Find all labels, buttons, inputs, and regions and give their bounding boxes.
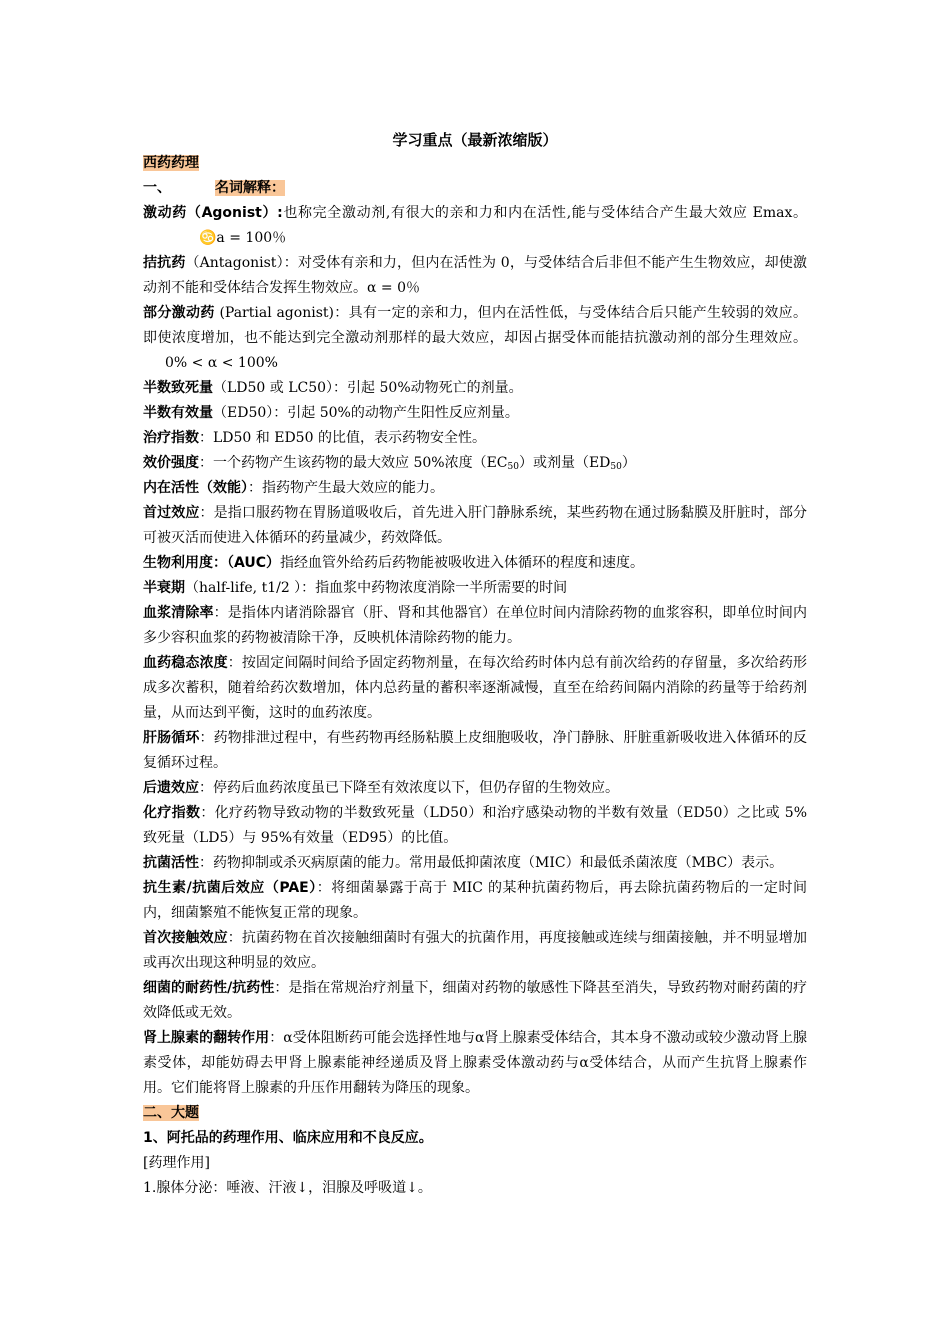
question-item: 1.腺体分泌：唾液、汗液↓，泪腺及呼吸道↓。 [143, 1180, 432, 1196]
definition-partial-agonist: 部分激动药 (Partial agonist)：具有一定的亲和力，但内在活性低，与受体结合后只能产生较弱的效应。即使浓度增加，也不能达到完全激动剂那样的最大效应，却因占据受体而能拮抗激动剂的部分生理效应。0% < α < 100% [143, 305, 807, 371]
section-heading-2: 二、大题 [143, 1105, 199, 1121]
definition-intrinsic-activity: 内在活性（效能）：指药物产生最大效应的能力。 [143, 480, 444, 496]
question-subheading: [药理作用] [143, 1155, 210, 1171]
definition-potency: 效价强度：一个药物产生该药物的最大效应 50%浓度$(EC_{50})$或剂量$(ED_{50})$ [143, 455, 636, 472]
definition-therapeutic-index: 治疗指数：LD50 和 ED50 的比值，表示药物安全性。 [143, 430, 486, 446]
definition-half-life: 半衰期（half-life, t1/2 ）：指血浆中药物浓度消除一半所需要的时间 [143, 580, 568, 596]
definition-epinephrine-reversal: 肾上腺素的翻转作用：α受体阻断药可能会选择性地与α肾上腺素受体结合，其本身不激动或较少激动肾上腺素受体，却能妨碍去甲肾上腺素能神经递质及肾上腺素受体激动药与α受体结合，从而产生抗肾上腺素作用。它们能将肾上腺素的升压作用翻转为降压的现象。 [143, 1030, 808, 1096]
definition-ed50: 半数有效量（ED50）：引起 50%的动物产生阳性反应剂量。 [143, 405, 519, 421]
definition-resistance: 细菌的耐药性/抗药性：是指在常规治疗剂量下，细菌对药物的敏感性下降甚至消失，导致药物对耐药菌的疗效降低或无效。 [143, 980, 807, 1021]
definition-first-pass: 首过效应：是指口服药物在胃肠道吸收后，首先进入肝门静脉系统，某些药物在通过肠黏膜及肝脏时，部分可被灭活而使进入体循环的药量减少，药效降低。 [143, 505, 808, 546]
definition-residual-effect: 后遗效应：停药后血药浓度虽已下降至有效浓度以下，但仍存留的生物效应。 [143, 780, 619, 796]
definition-steady-state: 血药稳态浓度：按固定间隔时间给予固定药物剂量，在每次给药时体内总有前次给药的存留量，多次给药形成多次蓄积，随着给药次数增加，体内总药量的蓄积率逐渐减慢，直至在给药间隔内消除的药量等于给药剂量，从而达到平衡，这时的血药浓度。 [143, 655, 808, 721]
definition-bioavailability: 生物利用度：（AUC）指经血管外给药后药物能被吸收进入体循环的程度和速度。 [143, 555, 645, 571]
definition-pae: 抗生素/抗菌后效应（PAE）：将细菌暴露于高于 MIC 的某种抗菌药物后，再去除抗菌药物后的一定时间内，细菌繁殖不能恢复正常的现象。 [143, 880, 807, 921]
section-heading: 西药药理 [143, 155, 199, 171]
definition-chemo-index: 化疗指数：化疗药物导致动物的半数致死量（LD50）和治疗感染动物的半数有效量（ED50）之比或 5%致死量（LD5）与 95%有效量（ED95）的比值。 [143, 805, 807, 846]
definition-first-exposure: 首次接触效应：抗菌药物在首次接触细菌时有强大的抗菌作用，再度接触或连续与细菌接触，并不明显增加或再次出现这种明显的效应。 [143, 930, 808, 971]
definition-antibacterial-activity: 抗菌活性：药物抑制或杀灭病原菌的能力。常用最低抑菌浓度（MIC）和最低杀菌浓度（MBC）表示。 [143, 855, 784, 871]
definition-agonist: 激动药（Agonist）:也称完全激动剂,有很大的亲和力和内在活性,能与受体结合产生最大效应 Emax。♋a = 100％ [143, 205, 807, 246]
definition-ld50: 半数致死量（LD50 或 LC50）：引起 50%动物死亡的剂量。 [143, 380, 523, 396]
definition-antagonist: 拮抗药（Antagonist）：对受体有亲和力，但内在活性为 0，与受体结合后非但不能产生生物效应，却使激动剂不能和受体结合发挥生物效应。α = 0％ [143, 255, 808, 296]
page-title: 学习重点（最新浓缩版） [392, 131, 558, 149]
definition-clearance: 血浆清除率：是指体内诸消除器官（肝、肾和其他器官）在单位时间内清除药物的血浆容积，即单位时间内多少容积血浆的药物被清除干净，反映机体清除药物的能力。 [143, 605, 808, 646]
document-body [143, 151, 807, 1201]
question-heading: 1、阿托品的药理作用、临床应用和不良反应。 [143, 1130, 433, 1146]
definition-enterohepatic: 肝肠循环：药物排泄过程中，有些药物再经肠粘膜上皮细胞吸收，净门静脉、肝脏重新吸收进入体循环的反复循环过程。 [143, 730, 808, 771]
subsection-heading: 一、 名词解释： [143, 180, 285, 196]
